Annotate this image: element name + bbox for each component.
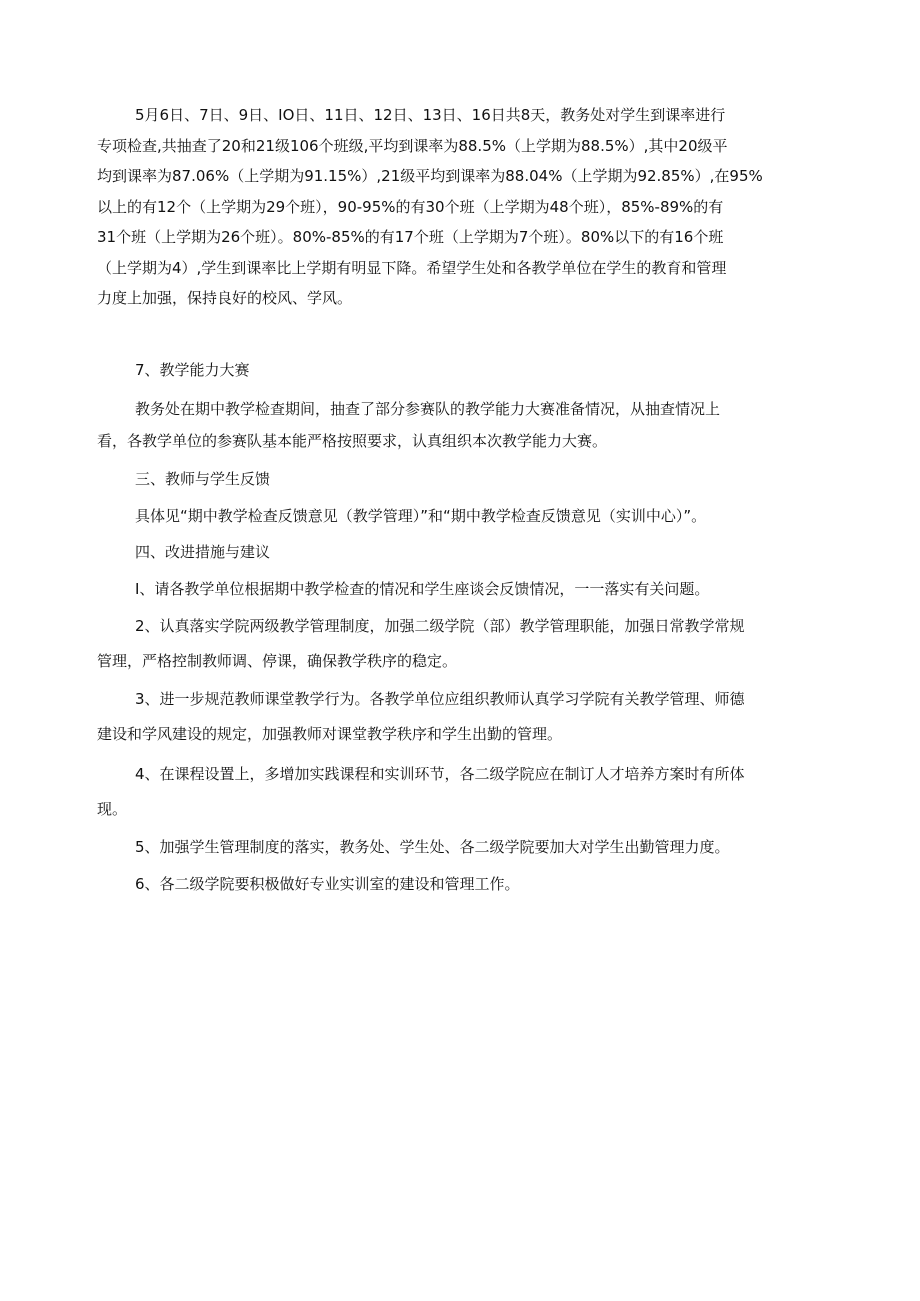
section-3-title: 三、教师与学生反馈 [135,470,271,488]
paragraph-line: 3、进一步规范教师课堂教学行为。各教学单位应组织教师认真学习学院有关教学管理、师德 [135,690,745,708]
paragraph-line: 教务处在期中教学检查期间，抽查了部分参赛队的教学能力大赛准备情况，从抽查情况上 [135,400,721,418]
paragraph-line: 以上的有12个（上学期为29个班），90-95%的有30个班（上学期为48个班），85%-89%的有 [97,197,724,216]
paragraph-line: 2、认真落实学院两级教学管理制度，加强二级学院（部）教学管理职能，加强日常教学常规 [135,617,745,635]
suggestion-item-1: I、请各教学单位根据期中教学检查的情况和学生座谈会反馈情况，一一落实有关问题。 [135,580,710,598]
paragraph-line: 5月6日、7日、9日、IO日、11日、12日、13日、16日共8天，教务处对学生到课率进行 [135,106,726,124]
suggestion-item-6: 6、各二级学院要积极做好专业实训室的建设和管理工作。 [135,875,520,893]
suggestion-item-4 [0,757,920,827]
paragraph-line: 建设和学风建设的规定，加强教师对课堂教学秩序和学生出勤的管理。 [97,725,563,743]
paragraph-line: 管理，严格控制教师调、停课，确保教学秩序的稳定。 [97,652,458,670]
section-3-text: 具体见“期中教学检查反馈意见（教学管理）”和“期中教学检查反馈意见（实训中心）”。 [135,507,707,525]
suggestion-item-3 [0,682,920,752]
paragraph-line: 看，各教学单位的参赛队基本能严格按照要求，认真组织本次教学能力大赛。 [97,432,608,450]
paragraph-line: 现。 [97,800,128,818]
paragraph-line: （上学期为4）,学生到课率比上学期有明显下降。希望学生处和各教学单位在学生的教育和管理 [97,258,727,277]
suggestion-item-2 [0,609,920,679]
section-7-title: 7、教学能力大赛 [135,361,250,379]
paragraph-line: 均到课率为87.06%（上学期为91.15%）,21级平均到课率为88.04%（上学期为92.85%）,在95% [97,167,763,185]
paragraph-line: 31个班（上学期为26个班）。80%-85%的有17个班（上学期为7个班）。80%以下的有16个班 [97,228,724,246]
suggestion-item-5: 5、加强学生管理制度的落实，教务处、学生处、各二级学院要加大对学生出勤管理力度。 [135,838,730,856]
attendance-paragraph [0,100,920,314]
section-4-title: 四、改进措施与建议 [135,543,271,561]
section-7-paragraph [0,393,920,457]
paragraph-line: 4、在课程设置上，多增加实践课程和实训环节，各二级学院应在制订人才培养方案时有所体 [135,765,745,783]
paragraph-line: 力度上加强，保持良好的校风、学风。 [97,289,353,307]
paragraph-line: 专项检查,共抽查了20和21级106个班级,平均到课率为88.5%（上学期为88.5%）,其中20级平 [97,136,728,155]
